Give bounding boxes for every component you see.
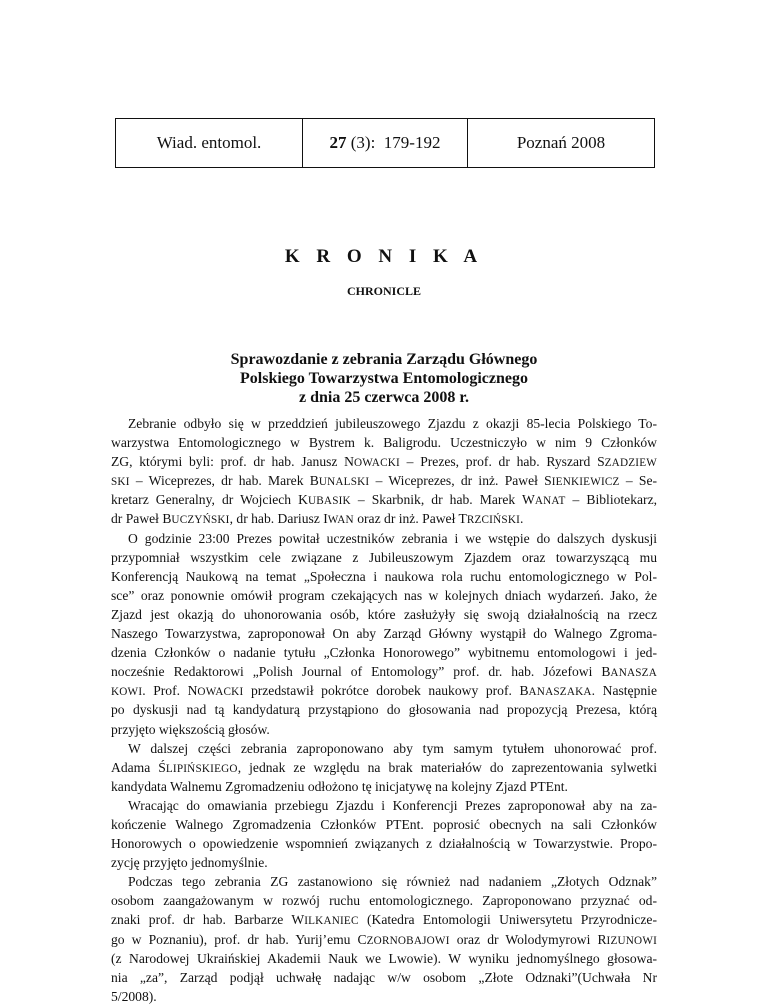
body-line: Wracając do omawiania przebiegu Zjazdu i Konferencji Prezes zaproponował aby na za- [128,797,657,813]
body-line [111,910,657,929]
surname: OWACKI [354,457,400,470]
text-run: . Następnie [591,683,657,699]
report-title [0,350,768,407]
body-line: nia „za”, Zarząd podjął uchwałę nadając w/w osobom „Złote Odznaki”(Uchwała Nr [111,969,657,985]
body-line: po dyskusji nad tą kandydaturą przystąpiono do głosowania nad propozycją Prezesa, którą [111,702,657,718]
text-run: przedstawił pokrótce dorobek naukowy prof. B [243,683,529,699]
body-line: W dalszej części zebrania zaproponowano aby tym samym tytułem uhonorować prof. [128,740,657,756]
surname: RZCIŃSKI [466,514,521,527]
body-line [111,758,657,777]
section-subtitle: CHRONICLE [346,284,421,298]
text-run: go w Poznaniu), prof. dr hab. Yurij’emu C [111,931,367,947]
body-line: Konferencją Naukową na temat „Społeczna i naukowa rola ruchu entomologicznego w Pol- [111,568,657,584]
text-run: oraz dr inż. Paweł T [353,511,467,527]
surname: ANAT [534,495,566,508]
surname: UNALSKI [318,476,370,489]
surname: IZUNOWI [606,934,657,947]
surname: UCZYŃSKI [171,514,230,527]
place-year: Poznań 2008 [516,133,606,152]
text-run: – Wiceprezes, dr hab. Marek B [129,473,319,489]
text-run: . [520,511,524,527]
body-line [111,509,657,528]
text-run: – Prezes, prof. dr hab. Ryszard S [399,454,605,470]
text-run: – Se- [619,473,658,489]
volume-number: 27 [329,133,347,152]
body-line: dzenia Członków o nadanie tytułu „Członka Honorowego” wybitnemu entomologowi i jed- [111,645,657,661]
report-title-line: Sprawozdanie z zebrania Zarządu Głównego [230,351,538,368]
body-line [111,930,657,949]
surname: UBASIK [307,495,351,508]
body-line: przypomniał wszystkim cele związane z Jubileuszowym Zjazdem oraz towarzyszącą mu [111,549,657,565]
text-run: , jednak ze względu na brak materiałów do zaprezentowania sylwetki [237,759,657,775]
surname: ILKANIEC [304,915,359,928]
surname: OWACKI [197,686,244,699]
surname: ANASZA [610,667,657,680]
body-line: Zebranie odbyło się w przeddzień jubileuszowego Zjazdu z okazji 85-lecia Polskiego To- [128,416,657,431]
body-line: 5/2008). [111,988,157,1004]
text-run: – Wiceprezes, dr inż. Paweł S [369,473,552,489]
surname: ANASZAKA [528,686,592,699]
body-line [111,490,657,509]
text-run: (Katedra Entomologii Uniwersytetu Przyrodnicze- [358,912,657,928]
volume-cell [303,119,468,168]
journal-name-cell [116,119,303,168]
issue-pages: (3): 179-192 [346,133,441,152]
body-line: Podczas tego zebrania ZG zastanowiono się również nad nadaniem „Złotych Odznak” [128,874,657,890]
text-run: – Bibliotekarz, [565,492,657,508]
body-line: kończenie Walnego Zgromadzenia Członków PTEnt. poprosić obecnych na sali Członków [111,816,657,832]
section-title: K R O N I K A [284,246,484,267]
body-line: O godzinie 23:00 Prezes powitał uczestników zebrania i we wstępie do dalszych dyskusji [128,530,657,546]
place-year-cell [468,119,655,168]
body-line: sce” oraz ponownie omówił program czekających nas w kolejnych dniach wydarzeń. Jako, że [111,587,657,603]
text-run: , dr hab. Dariusz I [229,511,328,527]
text-run: kretarz Generalny, dr Wojciech K [111,492,308,508]
text-run: . Prof. N [142,683,198,699]
text-run: – Skarbnik, dr hab. Marek W [350,492,535,508]
body-line: Honorowych o opowiedzenie wspomnień związanych z działalnością w Towarzystwie. Propo- [111,836,657,852]
body-line: warzystwa Entomologicznego w Bystrem k. Baligrodu. Uczestniczyło w nim 9 Członków [111,435,657,451]
body-line: osobom zaangażowanym w rozwój ruchu entomologicznego. Zaproponowano przyznać od- [111,893,657,909]
report-body [111,414,657,1006]
surname: WAN [327,514,354,527]
body-line [111,452,657,471]
body-line: przyjęto większością głosów. [111,721,270,737]
surname: IENKIEWICZ [551,476,620,489]
body-line: Zjazd jest okazją do uhonorowania osób, które zasłużyły się swoją działalnością na rzecz [111,606,657,622]
surname: ZADZIEW [604,457,657,470]
body-line: zycję przyjęto jednomyślnie. [111,855,268,871]
surname: ZORNOBAJOWI [366,934,450,947]
body-line: (z Narodowej Ukraińskiej Akademii Nauk we Lwowie). W wyniku jednomyślnego głosowa- [111,950,657,966]
body-line [111,471,657,490]
text-run: nocześnie Redaktorowi „Polish Journal of Entomology” prof. dr. hab. Józefowi B [111,664,611,680]
journal-name: Wiad. entomol. [156,133,262,152]
text-run: znaki prof. dr hab. Barbarze W [111,912,305,928]
body-line: Naszego Towarzystwa, zaproponował On aby Zarząd Główny wystąpił do Walnego Zgroma- [111,626,657,642]
text-run: dr Paweł B [111,511,172,527]
body-line: kandydata Walnemu Zgromadzeniu odłożono tę inicjatywę na kolejny Zjazd PTEnt. [111,778,568,794]
report-title-line: z dnia 25 czerwca 2008 r. [298,389,470,406]
surname: KOWI [111,686,143,699]
text-run: oraz dr Wolodymyrowi R [449,931,607,947]
body-line [111,662,657,681]
surname: SKI [111,476,130,489]
text-run: Adama Ś [111,759,166,775]
surname: LIPIŃSKIEGO [165,762,238,775]
text-run: ZG, którymi byli: prof. dr hab. Janusz N [111,454,354,470]
body-line [111,681,657,700]
report-title-line: Polskiego Towarzystwa Entomologicznego [240,370,528,387]
journal-header-table [115,118,655,168]
